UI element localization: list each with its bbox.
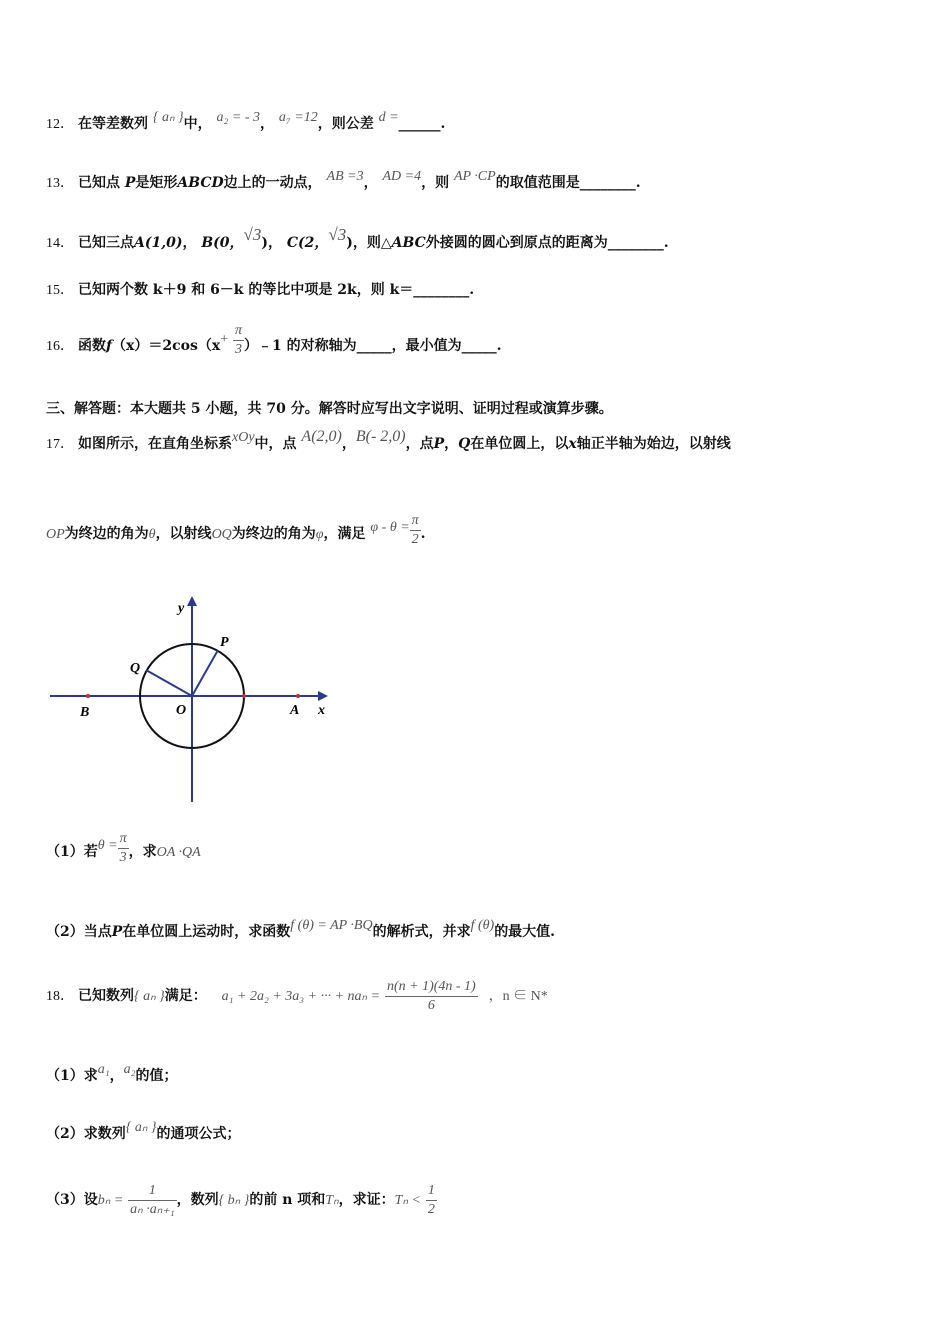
- math-d: d =: [378, 110, 399, 125]
- math-a7: a₇ =12: [278, 110, 318, 125]
- label-o: O: [176, 703, 187, 718]
- label-b: B: [80, 705, 90, 720]
- answer-blank: ______.: [398, 116, 446, 132]
- label-p: P: [220, 635, 229, 650]
- label-q: Q: [130, 661, 141, 676]
- question-18: 18． 已知数列{ aₙ }满足： a₁ + 2a₂ + 3a₃ + ··· + naₙ = $\frac{n(n + 1)(4n - 1)}{6}$ ，n ∈ N*: [46, 978, 548, 1013]
- math-seq: { aₙ }: [152, 110, 184, 125]
- label-x: x: [318, 703, 325, 718]
- question-15: 15． 已知两个数 k＋9 和 6－k 的等比中项是 2k，则 k＝________.: [46, 282, 475, 298]
- answer-blank: ________.: [579, 175, 641, 191]
- question-12: 12． 在等差数列 { aₙ }中， a₂ = - 3， a₇ =12，则公差 d =______.: [46, 110, 446, 132]
- label-a: A: [290, 703, 300, 718]
- ray-oq: [146, 670, 192, 696]
- answer-blank: ________.: [413, 282, 475, 298]
- math-a2: a₂ = - 3: [216, 110, 261, 125]
- question-17: 17． 如图所示，在直角坐标系xOy中，点 A(2,0)，B(- 2,0)，点P，Q在单位圆上，以x轴正半轴为始边，以射线: [46, 428, 731, 452]
- question-18-part3: （3）设bₙ = $\frac{1}{\text{aₙ ·aₙ₊₁}}$ ，数列{ bₙ }的前 n 项和Tₙ，求证：Tₙ < $\frac{1}{2}$: [46, 1182, 435, 1217]
- question-18-part1: （1）求a₁，a₂的值；: [46, 1062, 178, 1084]
- question-18-part2: （2）求数列{ aₙ }的通项公式；: [46, 1120, 241, 1142]
- question-17-line2: OP为终边的角为θ，以射线OQ为终边的角为φ，满足 φ - θ = $\frac{\pi}{2}$ .: [46, 512, 426, 547]
- question-17-part2: （2）当点P在单位圆上运动时，求函数f (θ) = AP ·BQ的解析式，并求f (θ)的最大值.: [46, 918, 556, 940]
- unit-circle-figure: [44, 590, 344, 810]
- question-17-part1: （1）若θ = $\frac{\pi}{3}$ ，求OA ·QA: [46, 830, 201, 865]
- question-13: 13． 已知点 P是矩形ABCD边上的一动点， AB =3， AD =4，则 AP ·CP的取值范围是________.: [46, 169, 641, 191]
- question-16: 16． 函数f（x）＝2cos（x+ $\frac{\pi}{3}$ ）﹣1 的对称轴为_____，最小值为_____.: [46, 322, 502, 357]
- fraction-pi-3: $\frac{\pi}{3}$: [235, 322, 243, 357]
- point-a: [296, 694, 300, 698]
- question-14: 14． 已知三点A(1,0)， B(0，√3)， C(2，√3)，则△ABC外接圆的圆心到原点的距离为________.: [46, 225, 669, 251]
- section-heading: 三、解答题：本大题共 5 小题，共 70 分。解答时应写出文字说明、证明过程或演算步骤。: [46, 401, 613, 417]
- answer-blank: ________.: [607, 235, 669, 251]
- x-axis-arrow: [318, 691, 328, 701]
- question-number: 12．: [46, 117, 74, 132]
- ray-op: [192, 650, 218, 696]
- y-axis-arrow: [187, 596, 197, 606]
- label-y: y: [178, 601, 185, 616]
- point-unit: [242, 694, 246, 698]
- point-b: [86, 694, 90, 698]
